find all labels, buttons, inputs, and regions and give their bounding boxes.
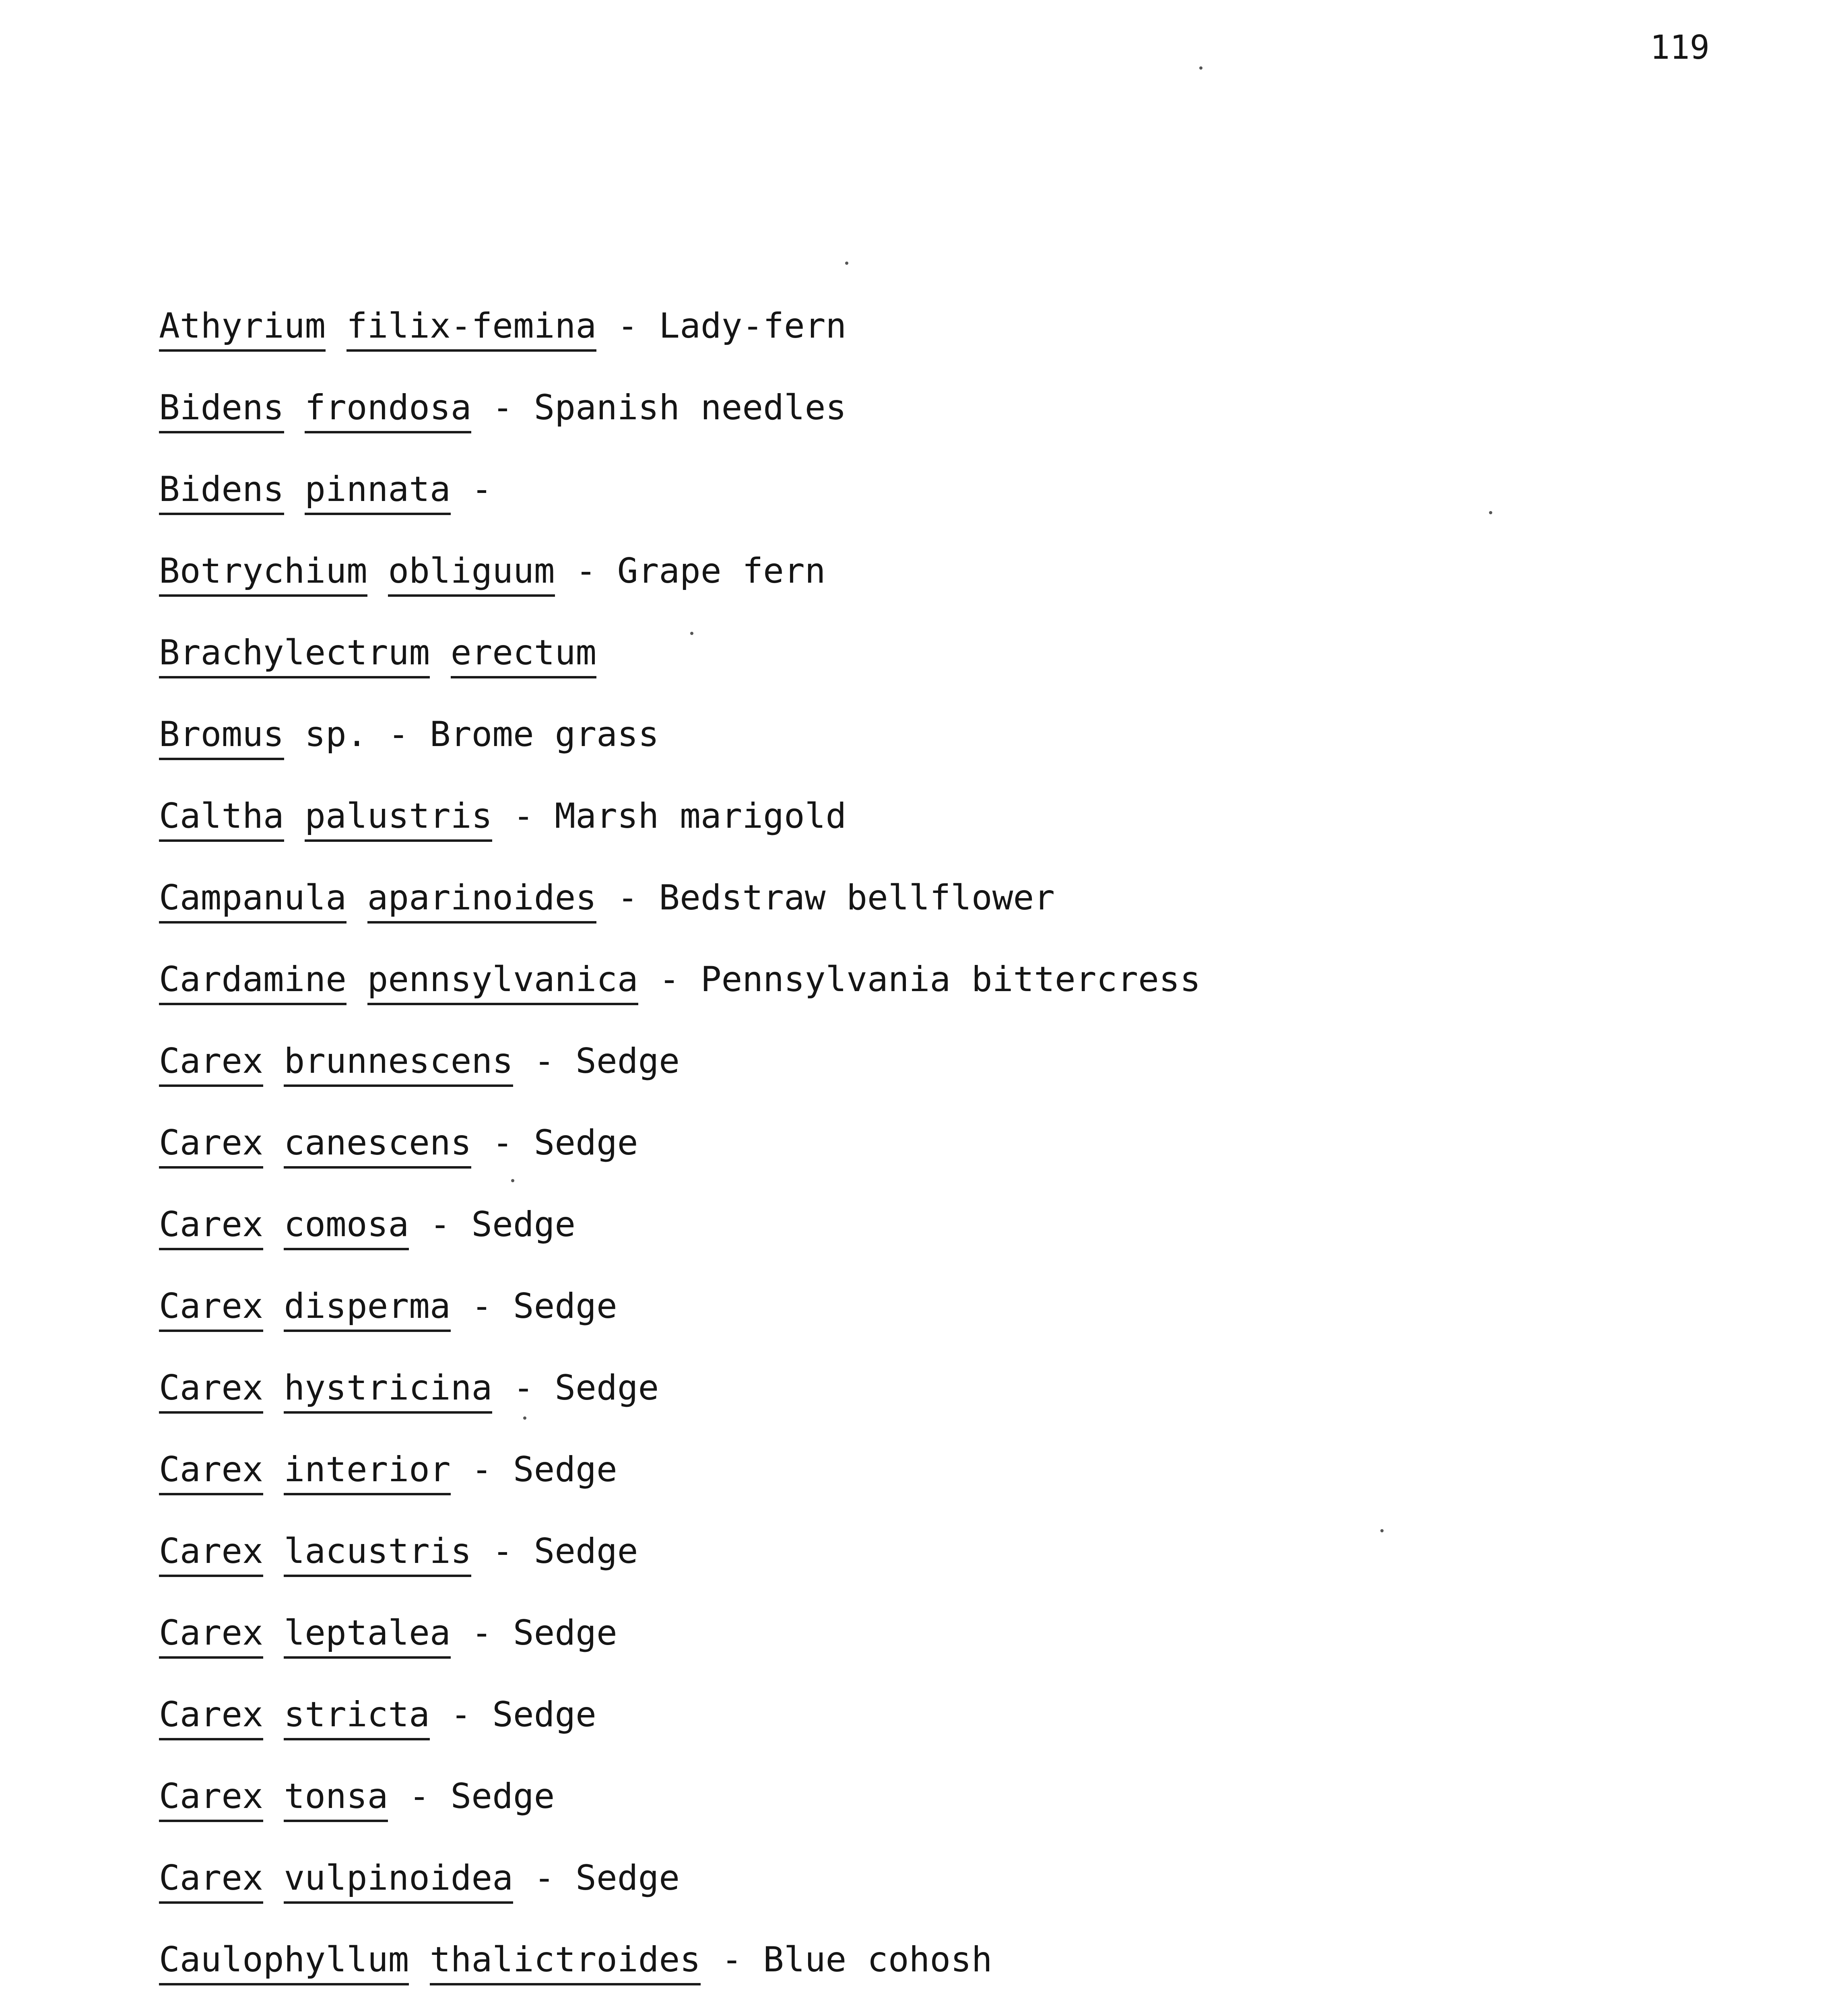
genus-name: Carex xyxy=(159,1695,263,1740)
species-entry xyxy=(159,1204,1200,1286)
scan-speck xyxy=(845,262,848,265)
genus-name: Campanula xyxy=(159,878,346,924)
species-epithet: palustris xyxy=(305,796,492,842)
species-entry xyxy=(159,796,1200,878)
common-name: - Sedge xyxy=(492,1531,638,1571)
species-entry xyxy=(159,878,1200,959)
genus-name: Caulophyllum xyxy=(159,1940,409,1985)
species-epithet: tonsa xyxy=(284,1776,388,1822)
common-name: - Blue cohosh xyxy=(721,1940,992,1980)
species-entry xyxy=(159,714,1200,796)
species-entry xyxy=(159,388,1200,469)
scan-speck xyxy=(1489,511,1492,514)
common-name: - Pennsylvania bittercress xyxy=(659,959,1201,1000)
species-epithet: lacustris xyxy=(284,1531,471,1577)
species-entry xyxy=(159,1531,1200,1613)
genus-name: Carex xyxy=(159,1041,263,1087)
scan-speck xyxy=(511,1179,514,1182)
common-name: - Marsh marigold xyxy=(513,796,847,836)
common-name: - Sedge xyxy=(471,1449,617,1490)
common-name: - Sedge xyxy=(534,1041,680,1081)
genus-name: Carex xyxy=(159,1449,263,1495)
common-name: sp. - Brome grass xyxy=(305,714,659,754)
species-epithet: comosa xyxy=(284,1204,409,1250)
scan-speck xyxy=(690,632,693,635)
species-epithet: frondosa xyxy=(305,388,471,433)
page-number: 119 xyxy=(1650,29,1710,67)
species-entry xyxy=(159,1123,1200,1204)
species-epithet: interior xyxy=(284,1449,450,1495)
common-name: - Sedge xyxy=(450,1695,596,1735)
species-epithet: filix-femina xyxy=(346,306,596,352)
genus-name: Carex xyxy=(159,1123,263,1169)
species-entry xyxy=(159,1449,1200,1531)
genus-name: Carex xyxy=(159,1368,263,1414)
species-epithet: canescens xyxy=(284,1123,471,1169)
species-epithet: thalictroides xyxy=(430,1940,701,1985)
species-entry xyxy=(159,1368,1200,1449)
species-entry xyxy=(159,306,1200,388)
common-name: - Sedge xyxy=(429,1204,576,1245)
genus-name: Carex xyxy=(159,1531,263,1577)
species-epithet: disperma xyxy=(284,1286,450,1332)
common-name: - xyxy=(471,469,493,509)
species-epithet: leptalea xyxy=(284,1613,450,1659)
common-name: - Sedge xyxy=(513,1368,659,1408)
genus-name: Caltha xyxy=(159,796,284,842)
scan-speck xyxy=(1380,1529,1384,1532)
genus-name: Carex xyxy=(159,1613,263,1659)
common-name: - Grape fern xyxy=(575,551,826,591)
species-epithet: aparinoides xyxy=(367,878,597,924)
species-epithet: obliguum xyxy=(388,551,555,597)
genus-name: Carex xyxy=(159,1204,263,1250)
common-name: - Sedge xyxy=(471,1613,617,1653)
genus-name: Brachylectrum xyxy=(159,633,430,678)
species-entry xyxy=(159,1613,1200,1695)
genus-name: Cardamine xyxy=(159,959,346,1005)
genus-name: Carex xyxy=(159,1286,263,1332)
species-entry xyxy=(159,1286,1200,1368)
species-entry xyxy=(159,1776,1200,1858)
species-entry xyxy=(159,959,1200,1041)
common-name: - Spanish needles xyxy=(492,388,847,428)
common-name: - Lady-fern xyxy=(617,306,847,346)
species-entry xyxy=(159,1858,1200,1940)
species-epithet: vulpinoidea xyxy=(284,1858,513,1904)
species-entry xyxy=(159,633,1200,714)
species-entry xyxy=(159,1940,1200,2012)
common-name: - Sedge xyxy=(471,1286,617,1326)
scan-speck xyxy=(523,1416,526,1420)
common-name: - Sedge xyxy=(408,1776,555,1816)
common-name: - Sedge xyxy=(492,1123,638,1163)
common-name: - Bedstraw bellflower xyxy=(617,878,1055,918)
genus-name: Botrychium xyxy=(159,551,367,597)
species-epithet: pennsylvanica xyxy=(367,959,638,1005)
genus-name: Bidens xyxy=(159,469,284,515)
species-epithet: erectum xyxy=(451,633,596,678)
genus-name: Carex xyxy=(159,1776,263,1822)
common-name: - Sedge xyxy=(534,1858,680,1898)
genus-name: Carex xyxy=(159,1858,263,1904)
genus-name: Bromus xyxy=(159,714,284,760)
species-entry xyxy=(159,469,1200,551)
species-epithet: pinnata xyxy=(305,469,450,515)
species-epithet: brunnescens xyxy=(284,1041,513,1087)
scan-speck xyxy=(1199,66,1202,70)
species-entry xyxy=(159,1041,1200,1123)
species-entry xyxy=(159,551,1200,633)
species-entry xyxy=(159,1695,1200,1776)
genus-name: Bidens xyxy=(159,388,284,433)
species-epithet: stricta xyxy=(284,1695,429,1740)
species-epithet: hystricina xyxy=(284,1368,492,1414)
species-list xyxy=(159,306,1200,2012)
genus-name: Athyrium xyxy=(159,306,326,352)
